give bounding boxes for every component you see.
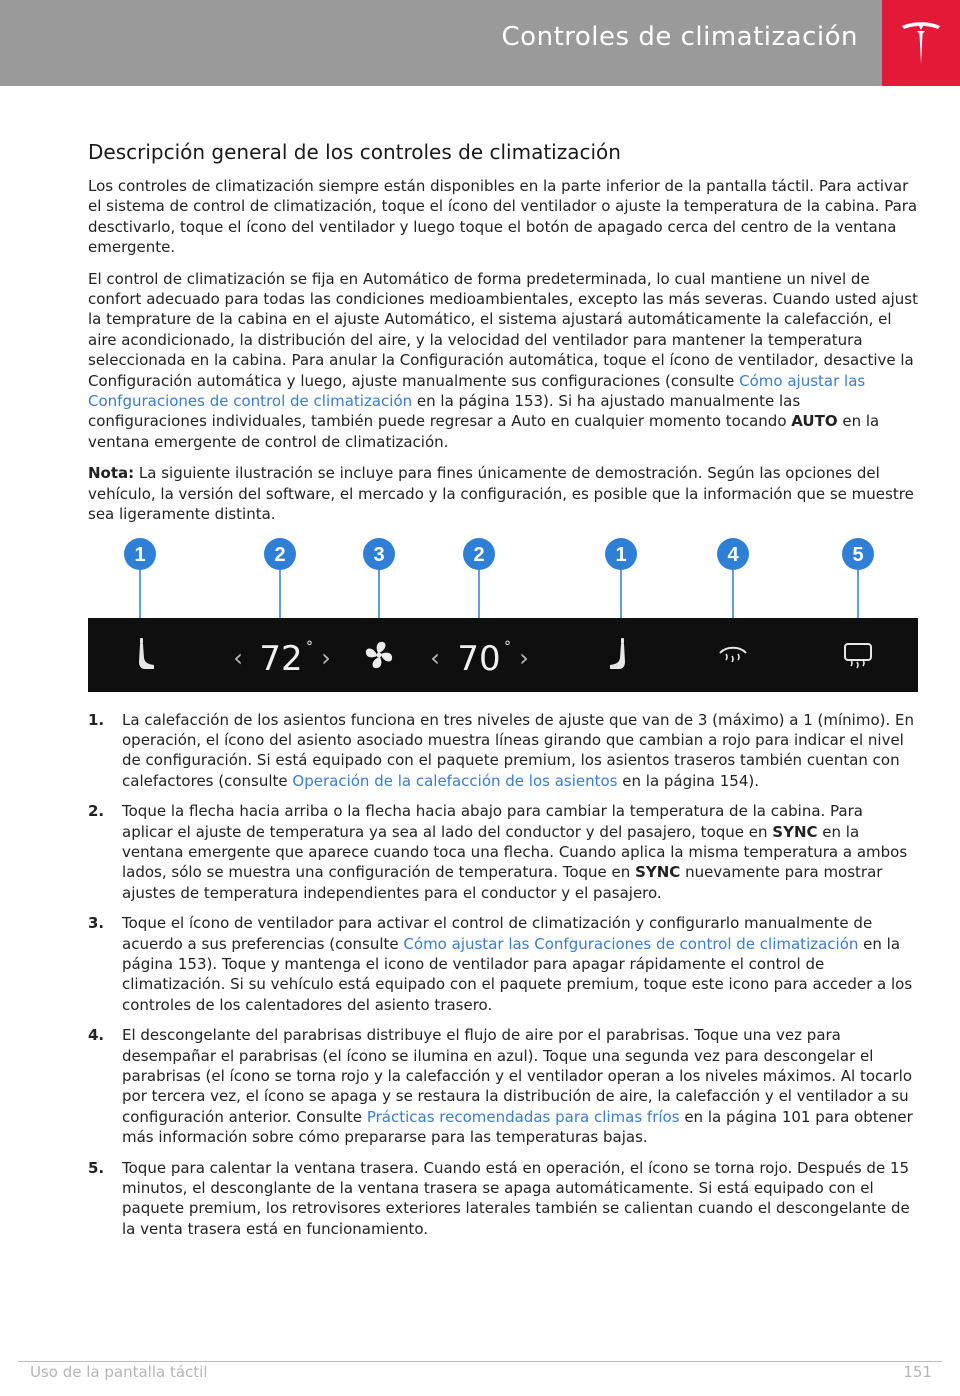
callout-label: 1	[615, 543, 627, 566]
main-content	[88, 140, 918, 1249]
list-item-text: en la página 153). Toque y mantenga el icono de ventilador para apagar rápidamente el control de climatización. Si su vehículo está equipado con el paquete premium, toque este icono para acceder a los controles de los calentadores del asiento trasero.	[122, 934, 913, 1014]
sync-keyword: SYNC	[772, 822, 818, 841]
list-item-text: La calefacción de los asientos funciona en tres niveles de ajuste que van de 3 (máximo) a 1 (mínimo). En operación, el ícono del asiento asociado muestra líneas girando que cambian a rojo para indicar el nivel de configuración. Si está equipado con el paquete premium, los asientos traseros también cuentan con calefactores (consulte	[122, 710, 915, 790]
temp-left-value: 72	[259, 638, 303, 679]
callout-descriptions	[88, 710, 918, 1240]
temp-right-degree: °	[504, 638, 511, 655]
tesla-logo-icon	[900, 20, 942, 66]
temp-right-value: 70	[457, 638, 501, 679]
paragraph-auto-text-a: El control de climatización se fija en Automático de forma predeterminada, lo cual mantiene un nivel de confort adecuado para todas las condiciones medioambientales, excepto las más severas. Cuando usted ajust la temprature de la cabina en el ajuste Automático, el sistema ajustará automáticamente la calefacción, el aire acondicionado, la distribución del aire, y la velocidad del ventilador para mantener la temperatura seleccionada en la cabina. Para anular la Configuración automática, toque el ícono de ventilador, desactive la Configuración automática y luego, ajuste manualmente sus configuraciones (consulte	[88, 269, 919, 390]
temp-left-arrow-down[interactable]: ‹	[233, 643, 243, 672]
temp-right-arrow-down[interactable]: ‹	[430, 643, 440, 672]
temp-right-arrow-up[interactable]: ›	[519, 643, 529, 672]
list-item-text: en la página 101 para obtener más información sobre cómo prepararse para las temperaturas bajas.	[122, 1107, 913, 1147]
page-header	[0, 0, 960, 86]
list-item-number: 5.	[88, 1158, 105, 1177]
list-item-number: 2.	[88, 802, 105, 821]
page-number: 151	[903, 1363, 932, 1381]
list-item-text: en la página 154).	[617, 771, 760, 790]
footer-divider	[18, 1361, 942, 1362]
callout-leaders	[140, 566, 858, 618]
list-item	[88, 801, 918, 903]
list-item-text: Toque el ícono de ventilador para activar el control de climatización y configurarlo manualmente de acuerdo a sus preferencias (consulte	[122, 914, 873, 953]
page-title: Controles de climatización	[501, 22, 858, 52]
link-seat-heating[interactable]: Operación de la calefacción de los asientos	[292, 771, 618, 790]
temp-left-arrow-up[interactable]: ›	[321, 643, 331, 672]
footer-section-name: Uso de la pantalla táctil	[30, 1363, 208, 1381]
brand-logo	[882, 0, 960, 86]
climate-control-bar	[88, 618, 918, 692]
list-item	[88, 710, 918, 792]
list-item-text: nuevamente para mostrar ajustes de temperatura independientes para el conductor y el pasajero.	[122, 863, 883, 902]
list-item-text: El descongelante del parabrisas distribuye el flujo de aire por el parabrisas. Toque una vez para desempañar el parabrisas (el ícono se ilumina en azul). Toque una segunda vez para descongelar el parabrisas (el ícono se torna rojo y la calefacción y el ventilador operan a los niveles máximos. Al tocarlo por tercera vez, el ícono se apaga y se restaura la distribución de aire, la calefacción y el ventilador a su configuración anterior. Consulte	[122, 1026, 913, 1126]
paragraph-auto-text-b: en la página 153). Si ha ajustado manualmente las configuraciones individuales, también puede regresar a Auto en cualquier momento tocando	[88, 392, 801, 431]
list-item-text: en la ventana emergente que aparece cuando toca una flecha. Cuando aplica la misma temperatura a ambos lados, sólo se muestra una configuración de temperatura. Toque en	[122, 822, 908, 882]
note-text: La siguiente ilustración se incluye para fines únicamente de demostración. Según las opciones del vehículo, la versión del software, el mercado y la configuración, es posible que la información que se muestre sea ligeramente distinta.	[88, 464, 914, 524]
callout-circles	[124, 538, 874, 570]
list-item-text: Toque para calentar la ventana trasera. Cuando está en operación, el ícono se torna rojo. Después de 15 minutos, el desconglante de la ventana trasera se apaga automáticamente. Si está equipado con el paquete premium, los retrovisores exteriores laterales también se calientan cuando el descongelante de la venta trasera está en funcionamiento.	[122, 1158, 910, 1238]
list-item	[88, 1025, 918, 1147]
climate-bar-svg	[88, 536, 918, 692]
callout-label: 2	[473, 543, 485, 566]
callout-label: 4	[727, 543, 739, 566]
link-cold-weather[interactable]: Prácticas recomendadas para climas fríos	[366, 1107, 680, 1126]
list-item	[88, 913, 918, 1015]
callout-label: 5	[852, 543, 864, 566]
paragraph-intro: Los controles de climatización siempre están disponibles en la parte inferior de la pantalla táctil. Para activar el sistema de control de climatización, toque el ícono del ventilador o ajuste la temperatura de la cabina. Para desctivarlo, toque el ícono del ventilador y luego toque el botón de apagado cerca del centro de la ventana emergente.	[88, 177, 918, 257]
list-item-number: 3.	[88, 914, 105, 933]
temp-left-degree: °	[306, 638, 313, 655]
note-paragraph	[88, 463, 918, 524]
sync-keyword: SYNC	[635, 863, 681, 882]
list-item-number: 1.	[88, 710, 105, 729]
link-climate-settings[interactable]: Cómo ajustar las Confguraciones de control de climatización	[403, 934, 859, 953]
list-item-number: 4.	[88, 1026, 105, 1045]
section-heading: Descripción general de los controles de climatización	[88, 140, 621, 164]
callout-label: 1	[134, 543, 146, 566]
climate-bar-illustration	[88, 536, 918, 692]
link-climate-settings[interactable]: Cómo ajustar las Confguraciones de control de climatización	[88, 371, 866, 411]
paragraph-auto-text-c: en la ventana emergente de control de climatización.	[88, 412, 880, 451]
auto-keyword: AUTO	[791, 412, 838, 431]
callout-label: 3	[373, 543, 385, 566]
callout-label: 2	[274, 543, 286, 566]
note-label: Nota:	[88, 464, 135, 483]
list-item	[88, 1158, 918, 1240]
list-item-text: Toque la flecha hacia arriba o la flecha hacia abajo para cambiar la temperatura de la cabina. Para aplicar el ajuste de temperatura ya sea al lado del conductor y del pasajero, toque en	[122, 802, 863, 841]
paragraph-auto	[88, 269, 918, 453]
